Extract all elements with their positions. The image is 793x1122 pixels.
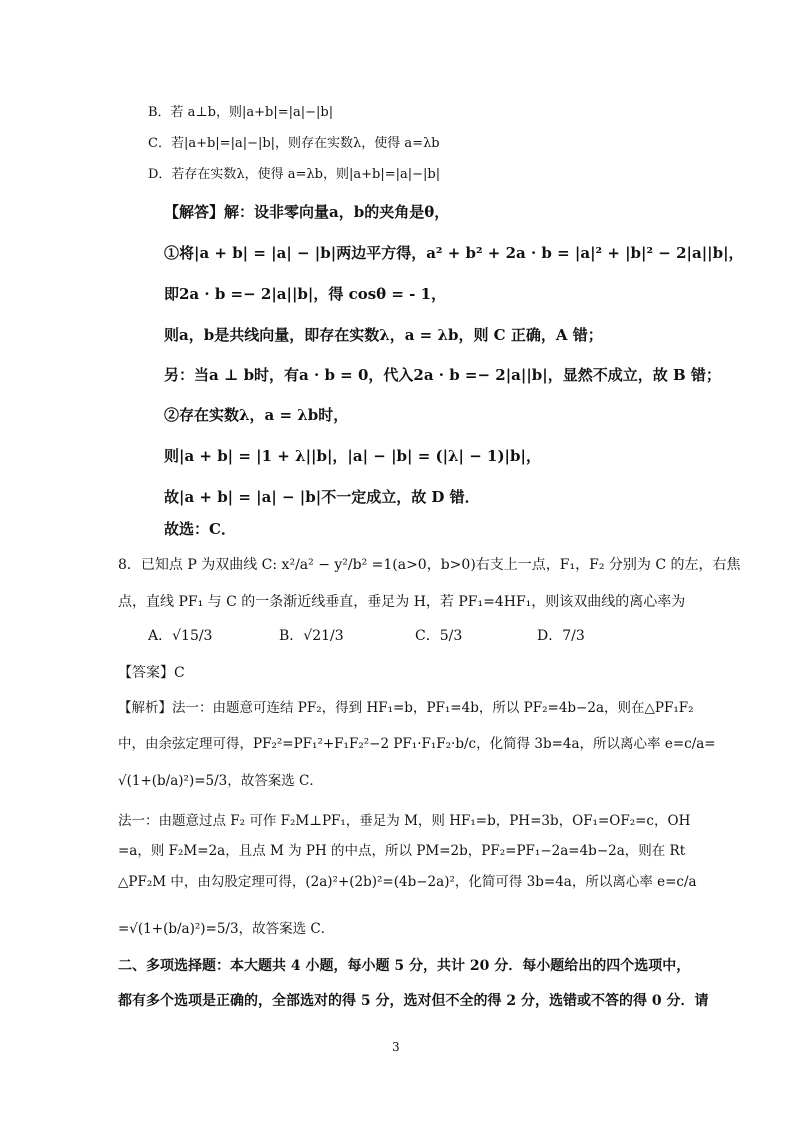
answer8: 【答案】C [118,665,185,681]
solution1-line2: 中，由余弦定理可得，PF₂²=PF₁²+F₁F₂²−2 PF₁·F₁F₂·b/c，化简得 3b=4a，所以离心率 e=c/a= [118,736,716,752]
q8-option-a: A．√15/3 [148,628,213,644]
solution1-line1: 【解析】法一：由题意可连结 PF₂，得到 HF₁=b，PF₁=4b，所以 PF₂=4b−2a，则在△PF₁F₂ [118,700,694,716]
option-d-q7: D．若存在实数λ，使得 a=λb，则|a+b|=|a|−|b| [148,167,441,182]
answer7-step3: 则a，b是共线向量，即存在实数λ，a = λb，则 C 正确，A 错； [164,326,603,344]
answer7-step5: ②存在实数λ，a = λb时， [164,406,349,424]
solution2-line4: =√(1+(b/a)²)=5/3，故答案选 C． [118,921,335,937]
option-b-q7: B．若 a⊥b，则|a+b|=|a|−|b| [148,105,334,120]
answer7-intro: 【解答】解：设非零向量a，b的夹角是θ， [164,203,450,221]
answer7-step4: 另：当a ⊥ b时，有a · b = 0，代入2a · b =− 2|a||b|，显然不成立，故 B 错； [164,366,721,384]
section2-heading-line1: 二、多项选择题：本大题共 4 小题，每小题 5 分，共计 20 分．每小题给出的四个选项中， [118,958,691,974]
q8-option-c: C．5/3 [415,628,463,644]
solution2-line2: =a，则 F₂M=2a，且点 M 为 PH 的中点，所以 PM=2b，PF₂=PF₁−2a=4b−2a，则在 Rt [118,843,686,859]
solution1-line3: √(1+(b/a)²)=5/3，故答案选 C． [118,773,323,789]
page-number: 3 [392,1040,400,1054]
solution2-line1: 法一：由题意过点 F₂ 可作 F₂M⊥PF₁，垂足为 M，则 HF₁=b，PH=3b，OF₁=OF₂=c，OH [118,813,691,829]
option-c-q7: C．若|a+b|=|a|−|b|，则存在实数λ，使得 a=λb [148,136,440,151]
answer7-step1: ①将|a + b| = |a| − |b|两边平方得，a² + b² + 2a · b = |a|² + |b|² − 2|a||b|， [164,244,744,262]
answer7-step6: 则|a + b| = |1 + λ||b|，|a| − |b| = (|λ| − 1)|b|， [164,447,541,465]
solution2-line3: △PF₂M 中，由勾股定理可得，(2a)²+(2b)²=(4b−2a)²，化简可得 3b=4a，所以离心率 e=c/a [118,874,697,890]
answer7-choose: 故选：C． [164,520,236,538]
q8-option-b: B．√21/3 [279,628,344,644]
section2-heading-line2: 都有多个选项是正确的，全部选对的得 5 分，选对但不全的得 2 分，选错或不答的得 0 分．请 [118,993,709,1009]
question8-line2: 点，直线 PF₁ 与 C 的一条渐近线垂直，垂足为 H，若 PF₁=4HF₁，则该双曲线的离心率为 [118,594,686,610]
answer7-step7: 故|a + b| = |a| − |b|不一定成立，故 D 错． [164,488,480,506]
answer7-step2: 即2a · b =− 2|a||b|，得 cosθ = - 1， [164,285,447,303]
q8-option-d: D．7/3 [537,628,585,644]
question8-line1: 8．已知点 P 为双曲线 C: x²/a² − y²/b² =1(a>0，b>0)右支上一点，F₁，F₂ 分别为 C 的左，右焦 [118,557,741,573]
